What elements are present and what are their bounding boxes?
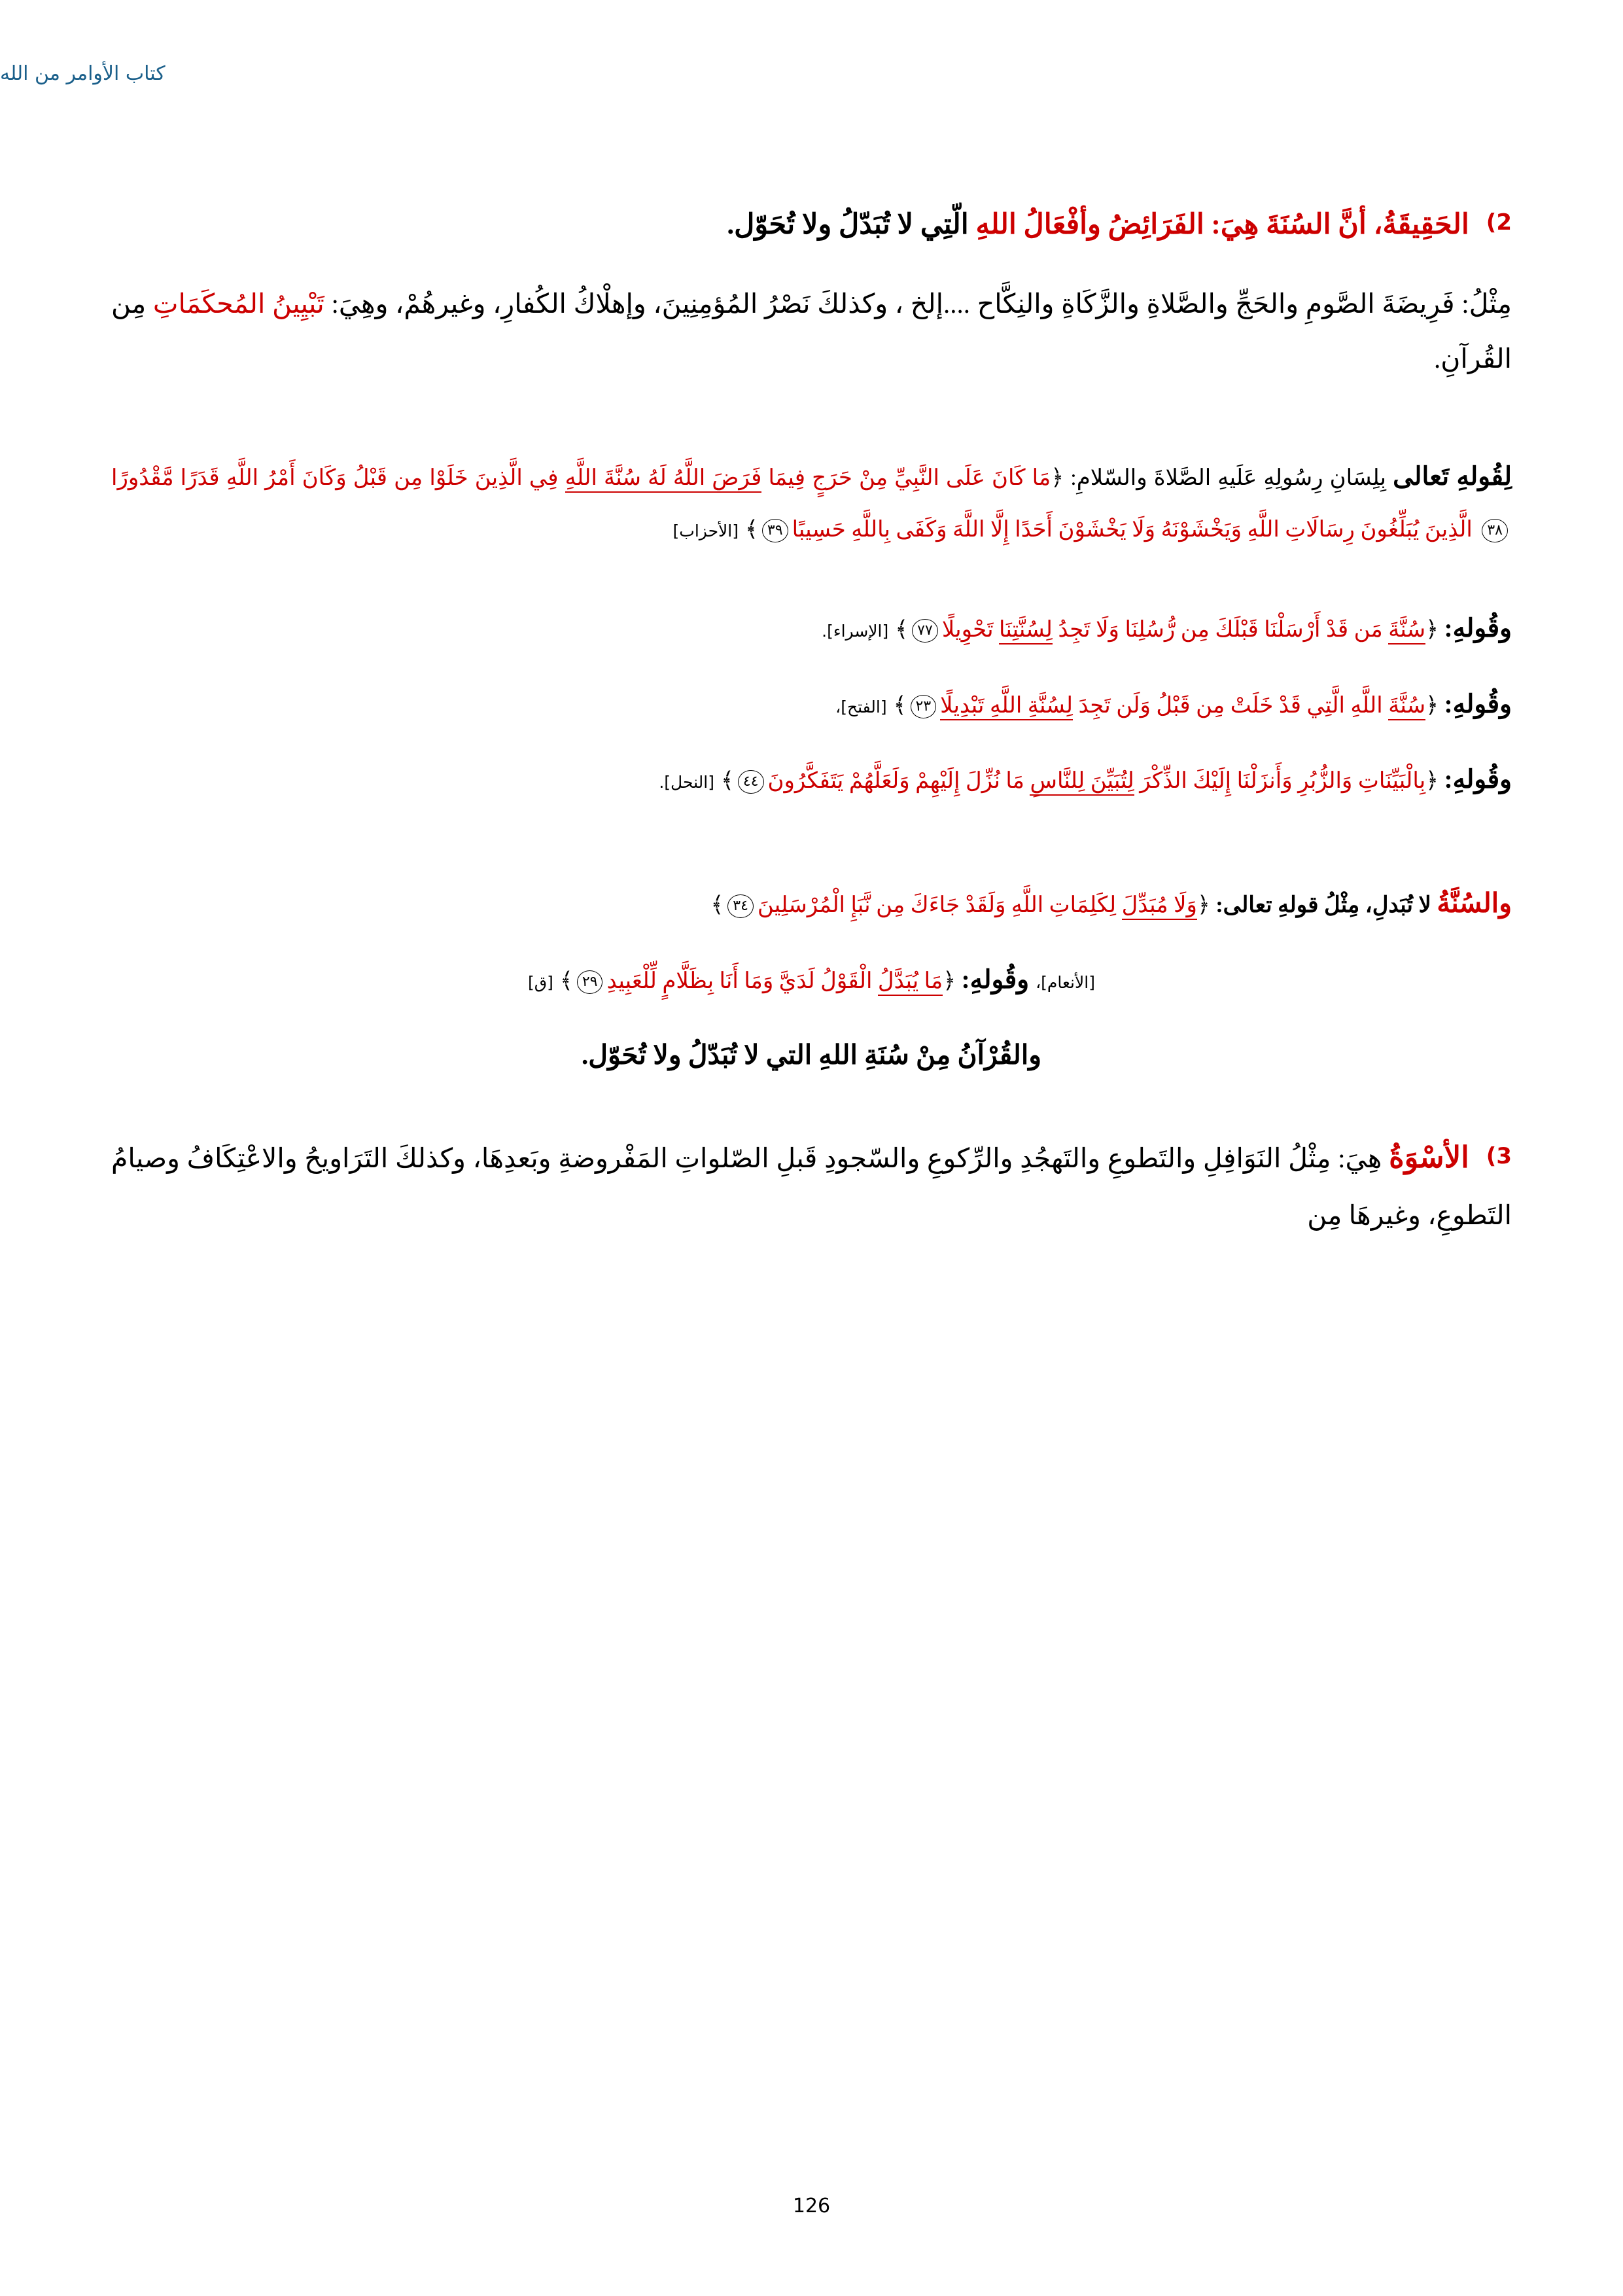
quote-open-bracket: ﴿: [1425, 616, 1439, 643]
isra-underlined-1: سُنَّةَ: [1388, 618, 1425, 645]
verse-block-nahl: [111, 752, 1512, 808]
verse-block-fath: [111, 677, 1512, 733]
spacer: [111, 403, 1512, 449]
quote-open-bracket: ﴿: [1425, 692, 1439, 718]
nahl-text-b: مَا نُزِّلَ إِلَيْهِمْ وَلَعَلَّهُمْ يَتَفَكَّرُونَ: [767, 769, 1030, 794]
ayah-number: ٤٤: [738, 770, 764, 794]
sunnah-text-b: الْقَوْلُ لَدَيَّ وَمَا أَنَا بِظَلَّامٍ لِّلْعَبِيدِ: [606, 969, 878, 994]
sunnah-conclusion: والقُرْآنُ مِنْ سُنَةِ اللهِ التي لا تُبَدّلُ ولا تُحَوّل.: [581, 1040, 1042, 1070]
page-number: 126: [792, 2195, 831, 2217]
quote-open-bracket: ﴿: [1425, 768, 1439, 794]
ahzab-text-a: مَا كَانَ عَلَى النَّبِيِّ مِنْ حَرَجٍ فِيمَا: [761, 466, 1051, 491]
sunnah-underlined: وَلَا مُبَدِّلَ: [1122, 893, 1197, 920]
ayah-number: ٣٨: [1482, 519, 1508, 542]
quote-close-bracket: ﴾: [893, 692, 907, 718]
quote-open-bracket: ﴿: [1196, 892, 1210, 919]
surah-reference: [النحل].: [659, 773, 714, 792]
verse-block-ahzab: [111, 449, 1512, 555]
quote-close-bracket: ﴾: [559, 968, 573, 995]
ahzab-underlined: فَرَضَ اللَّهُ لَهُ سُنَّةَ اللَّهِ: [565, 466, 762, 493]
quote-open-bracket: ﴿: [943, 968, 956, 995]
quote-intro-rest: بِلِسَانِ رِسُولِهِ عَلَيهِ الصَّلاةَ والسّلامِ:: [1070, 466, 1393, 491]
ahzab-text-b: فِي الَّذِينَ خَلَوْا مِن قَبْلُ وَكَانَ أَمْرُ اللَّهِ قَدَرًا مَّقْدُورًا: [111, 466, 565, 491]
fath-lead: وقُولهِ:: [1444, 690, 1512, 718]
nahl-underlined: لِتُبَيِّنَ لِلنَّاسِ: [1030, 769, 1134, 796]
ahzab-text-c: الَّذِينَ يُبَلِّغُونَ رِسَالَاتِ اللَّهِ وَيَخْشَوْنَهُ وَلَا يَخْشَوْنَ أَحَدًا إِلَّا اللَّهَ وَكَفَى بِاللَّهِ حَسِيبًا: [792, 518, 1478, 542]
quote-close-bracket: ﴾: [720, 768, 734, 794]
sunnah-underlined-b: مَا يُبَدَّلُ: [878, 969, 943, 996]
spacer: [111, 1082, 1512, 1127]
item2-body-start: مِثْلُ: فَرِيضَةَ الصَّومِ والحَجِّ والصَّلاةِ والزَّكَاةِ والنِكَّاح ....إلخ ، وكذلكَ نَصْرُ المُؤمِنِينَ، وإهلْاكُ الكُفارِ، وغيرهُمْ، وهِيَ:: [324, 289, 1512, 319]
spacer: [111, 574, 1512, 601]
surah-reference: [الفتح]،: [835, 697, 887, 716]
ayah-number: ٣٩: [762, 519, 788, 542]
item3-body: هِيَ: مِثْلُ النَوَافِلِ والتَطوعِ والتَهجُدِ والرِّكوعِ والسّجودِ قَبلِ الصّلواتِ المَفْروضةِ وبَعدِهَا، وكذلكَ التَرَاويحُ والاعْتِكَافُ وصيامُ التَطوعِ، وغيرهَا مِن: [111, 1143, 1512, 1231]
surah-reference: [الإسراء].: [822, 621, 889, 641]
isra-text-a: مَن قَدْ أَرْسَلْنَا قَبْلَكَ مِن رُّسُلِنَا وَلَا تَجِدُ: [1052, 617, 1389, 642]
surah-reference: [ق]: [528, 973, 553, 993]
ayah-number: ٧٧: [912, 619, 938, 643]
surah-reference: [الأحزاب]: [672, 521, 739, 541]
surah-reference: [الأنعام]،: [1036, 973, 1095, 993]
section-item-3: [111, 1127, 1512, 1243]
item2-heading-part3: الّتِي لا تُبَدّلُ ولا تُحَوّل.: [727, 209, 976, 240]
isra-lead: وقُولهِ:: [1444, 614, 1512, 643]
nahl-text-a: بِالْبَيِّنَاتِ وَالزُّبُرِ وَأَنزَلْنَا إِلَيْكَ الذِّكْرَ: [1134, 769, 1426, 794]
quote-close-bracket: ﴾: [745, 516, 758, 543]
verse-block-isra: [111, 601, 1512, 657]
isra-underlined-2: لِسُنَّتِنَا: [999, 618, 1053, 645]
item-number-2: 2): [1486, 209, 1512, 236]
ayah-number: ٣٤: [727, 894, 754, 918]
section-item-2-heading: [111, 196, 1512, 254]
quote-close-bracket: ﴾: [710, 892, 724, 919]
sunnah-after-title: لا تُبَدلِ، مِثْلُ قولهِ تعالى:: [1215, 893, 1437, 918]
page-header: [0, 62, 1512, 85]
item-number-3: 3): [1486, 1143, 1512, 1170]
sunnah-title: والسُنَّةُ: [1437, 888, 1512, 919]
book-title: كتاب الأوامر من الله: [0, 62, 166, 85]
item2-heading-part1: الحَقِيقَةُ، أنَّ السُنَةَ هِيَ:: [1204, 209, 1469, 240]
section-item-2-body: [111, 276, 1512, 386]
quote-intro-lead: لِقُولهِ تَعالى: [1393, 463, 1512, 491]
fath-text-a: اللَّهِ الَّتِي قَدْ خَلَتْ مِن قَبْلُ وَلَن تَجِدَ: [1072, 693, 1389, 718]
ayah-number: ٢٣: [911, 695, 937, 718]
fath-underlined-2: لِسُنَّةِ اللَّهِ تَبْدِيلًا: [940, 694, 1073, 720]
sunnah-block-line-1: [111, 874, 1512, 932]
ayah-number: ٢٩: [577, 970, 603, 994]
spacer: [111, 828, 1512, 874]
nahl-lead: وقُولهِ:: [1444, 766, 1512, 794]
item2-body-red: تَبْيِينُ المُحكَمَاتِ: [152, 289, 324, 319]
item3-title: الأسْوَةُ: [1389, 1141, 1469, 1174]
sunnah-second-lead: وقُولهِ:: [961, 966, 1030, 995]
item2-heading-part2: الفَرَائِضُ وأفْعَالُ اللهِ: [975, 209, 1204, 240]
sunnah-block-line-2: [111, 952, 1512, 1008]
page-content: [111, 196, 1512, 1260]
sunnah-text-a: لِكَلِمَاتِ اللَّهِ وَلَقَدْ جَاءَكَ مِن نَّبَإِ الْمُرْسَلِينَ: [757, 893, 1122, 918]
page-footer: [0, 2195, 1623, 2217]
isra-text-b: تَحْوِيلًا: [941, 617, 1000, 642]
item2-body-end: مِن القُرآنِ.: [111, 289, 1512, 374]
quote-open-bracket: ﴿: [1051, 465, 1064, 491]
quote-close-bracket: ﴾: [895, 616, 909, 643]
fath-underlined-1: سُنَّةَ: [1388, 694, 1425, 720]
